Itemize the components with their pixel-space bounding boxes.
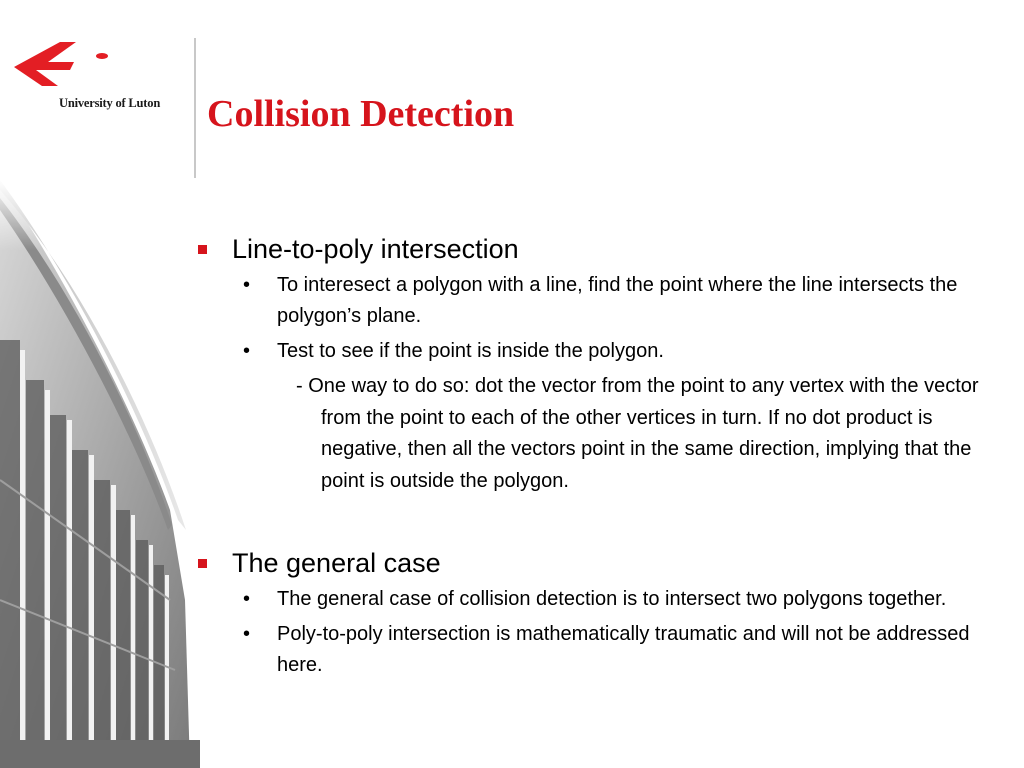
bullet-item xyxy=(196,619,996,681)
slide-title: Collision Detection xyxy=(207,93,515,135)
section-spacer xyxy=(196,497,996,542)
section-heading-text: Line-to-poly intersection xyxy=(232,234,519,264)
slide-content xyxy=(196,228,996,685)
bullet-item xyxy=(196,270,996,332)
dot-bullet-icon: • xyxy=(243,588,251,610)
sub-note: - One way to do so: dot the vector from the point to any vertex with the vector from the point to each of the other vertices in turn. If no dot product is negative, then all the vectors point in the same direction, implying that the point is outside the polygon. xyxy=(296,375,979,492)
bullet-text: Test to see if the point is inside the polygon. xyxy=(277,340,664,362)
dot-bullet-icon: • xyxy=(243,274,251,296)
header-divider xyxy=(194,38,196,178)
building-photo-icon xyxy=(0,180,200,768)
bullet-item xyxy=(196,584,996,615)
luton-arrow-logo-icon xyxy=(12,40,112,90)
bullet-text: Poly-to-poly intersection is mathematically traumatic and will not be addressed here. xyxy=(277,623,970,676)
bullet-text: The general case of collision detection is to intersect two polygons together. xyxy=(277,588,947,610)
bullet-item xyxy=(196,336,996,367)
bullet-text: To interesect a polygon with a line, find the point where the line intersects the polygon’s plane. xyxy=(277,274,958,327)
dot-bullet-icon: • xyxy=(243,623,251,645)
section-heading-general-case xyxy=(196,542,996,584)
section-heading-text: The general case xyxy=(232,548,441,578)
section-heading-line-to-poly xyxy=(196,228,996,270)
square-bullet-icon xyxy=(198,245,207,254)
university-name: University of Luton xyxy=(59,96,161,110)
dot-bullet-icon: • xyxy=(243,340,251,362)
square-bullet-icon xyxy=(198,559,207,568)
